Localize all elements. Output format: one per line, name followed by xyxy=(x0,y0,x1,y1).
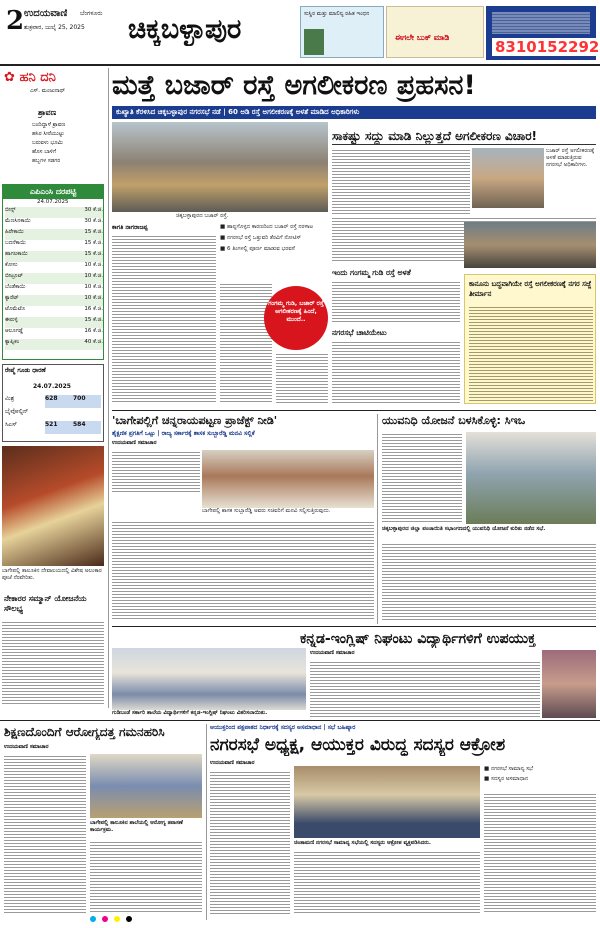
story2-body-a xyxy=(112,450,200,494)
lead-photo-caption: ಚಿಕ್ಕಬಳ್ಳಾಪುರದ ಬಜಾರ್ ರಸ್ತೆ. xyxy=(176,213,229,219)
honey-brand xyxy=(4,70,56,85)
story3-photo-caption: ಚಿಕ್ಕಬಳ್ಳಾಪುರದ ಜಿಲ್ಲಾ ಪಂಚಾಯಿತಿ ಸಭಾಂಗಣದಲ್ಲಿ ಯುವನಿಧಿ ಯೋಜನೆ ಕುರಿತು ನಡೆದ ಸಭೆ. xyxy=(382,526,546,532)
lower-rule xyxy=(0,720,600,721)
rate-item: ಈರುಳ್ಳಿ xyxy=(5,317,18,323)
rate-price: 16 ಕೆ.ಜಿ. xyxy=(84,306,103,312)
story6-bullet: ■ ನಗರಸಭೆ ಸಾಮಾನ್ಯ ಸಭೆ xyxy=(484,766,534,772)
story6-bullet: ■ ಸದಸ್ಯರ ಅಸಮಾಧಾನ xyxy=(484,776,529,782)
rate-price: 10 ಕೆ.ಜಿ. xyxy=(84,262,103,268)
rate-row xyxy=(5,339,103,350)
story6-bullet-text: ನಗರಸಭೆ ಸಾಮಾನ್ಯ ಸಭೆ xyxy=(490,766,534,772)
silk-title: ರೇಷ್ಮೆ ಗೂಡು ಧಾರಣೆ xyxy=(5,367,46,374)
edition: ಬೆಂಗಳೂರು xyxy=(80,10,103,17)
story2-body-b xyxy=(112,520,374,620)
lead-sub1-body xyxy=(332,280,460,324)
silk-low: 628 xyxy=(45,395,73,408)
rate-price: 30 ಕೆ.ಜಿ. xyxy=(84,218,103,224)
ad-phone: 8310152292 xyxy=(492,38,600,56)
rate-row xyxy=(5,218,103,229)
story6-bullets xyxy=(484,766,596,783)
rate-item: ಬೀನ್ಸ್ xyxy=(5,207,16,213)
paper-name: ಉದಯವಾಣಿ xyxy=(24,8,68,19)
story2-byline: ಉದಯವಾಣಿ ಸಮಾಚಾರ xyxy=(112,440,157,446)
story3-photo xyxy=(466,432,596,524)
story6-headline: ನಗರಸಭೆ ಅಧ್ಯಕ್ಷ, ಆಯುಕ್ತರ ವಿರುದ್ಧ ಸದಸ್ಯರ ಆಕ್ರೋಶ xyxy=(210,735,506,755)
apmc-rate-box xyxy=(2,184,104,360)
rate-row xyxy=(5,317,103,328)
rate-row xyxy=(5,229,103,240)
rate-price: 15 ಕೆ.ಜಿ. xyxy=(84,240,103,246)
story6-kicker: ಆಯುಕ್ತರಿಂದ ಪಕ್ಷಪಾತದ ನಿರ್ಧಾರಕ್ಕೆ ಸದಸ್ಯರ ಅಸಮಾಧಾನ | ಸಭೆ ಬಹಿಷ್ಕಾರ xyxy=(210,724,356,731)
story6-bullet-text: ಸದಸ್ಯರ ಅಸಮಾಧಾನ xyxy=(490,776,529,782)
scheme-title: ನೇಕಾರರ ಸಮ್ಮಾನ್ ಯೋಜನೆಯ ಸೌಲಭ್ಯ xyxy=(4,594,87,613)
story2-subhead: ಶೈಕ್ಷಣಿಕ ಪ್ರಗತಿಗೆ ಒಟ್ಟು | ರಾಜ್ಯ ಸರ್ಕಾರಕ್ಕೆ ಶಾಸಕ ಸುಬ್ಬಾರೆಡ್ಡಿ ಮನವಿ ಸಲ್ಲಿಕೆ xyxy=(112,430,255,437)
ad-1-text: ಸುಸ್ಥಿರ ಮತ್ತು ಮಾಲಿನ್ಯ ರಹಿತ ಇಂಧನ xyxy=(304,11,370,17)
story5-body-a xyxy=(4,754,86,914)
story5-body-b xyxy=(90,840,202,914)
rate-item: ಬೀಟ್ರೂಟ್ xyxy=(5,273,24,279)
lead-side-photo-caption: ಬಜಾರ್ ರಸ್ತೆ ಅಗಲೀಕರಣಕ್ಕೆ ಅಳತೆ ಮಾಡುತ್ತಿರುವ ನಗರಸಭೆ ಅಧಿಕಾರಿಗಳು. xyxy=(546,148,595,168)
lead-right-box-body xyxy=(469,305,593,401)
rate-row xyxy=(5,251,103,262)
masthead-ad-1 xyxy=(300,6,384,58)
rate-item: ಹಿರೇಕಾಯಿ xyxy=(5,229,24,235)
silk-high: 584 xyxy=(73,421,101,434)
rate-price: 15 ಕೆ.ಜಿ. xyxy=(84,317,103,323)
story6-photo-caption: ಚಿಂತಾಮಣಿ ನಗರಸಭೆ ಸಾಮಾನ್ಯ ಸಭೆಯಲ್ಲಿ ಸದಸ್ಯರು ಆಕ್ರೋಶ ವ್ಯಕ್ತಪಡಿಸಿದರು. xyxy=(294,840,431,846)
story4-side-photo xyxy=(542,650,596,718)
lead-body-col1 xyxy=(112,234,216,404)
masthead-ad-3 xyxy=(486,6,600,60)
poem-title: ಶ್ರಾವಣ xyxy=(38,108,57,117)
lead-side-body xyxy=(332,148,470,214)
lead-bottom-rule xyxy=(112,410,596,411)
lead-body-col3 xyxy=(276,352,328,404)
rate-item: ಮೆಣಸಿನಕಾಯಿ xyxy=(5,218,31,224)
lead-right-box-title: ಕಾನೂನು ಬದ್ಧವಾಗಿಯೇ ರಸ್ತೆ ಅಗಲೀಕರಣಕ್ಕೆ ನಗರ ಸಜ್ಜೆ ತೀರ್ಮಾನ xyxy=(469,280,592,298)
lead-subhead: ಕುಖ್ಯಾತಿ ಕೆರಳಿಸಿದ ಚಿಕ್ಕಬಳ್ಳಾಪುರ ನಗರಸಭೆ ನಡೆ | 60 ಅಡಿ ರಸ್ತೆ ಅಗಲೀಕರಣಕ್ಕೆ ಅಳತೆ ಮಾಡಿದ ಅಧಿಕಾರಿಗಳು xyxy=(112,106,596,119)
yellow-dot-icon xyxy=(114,916,120,922)
lead-bullet-text: 6 ತಿಂಗಳಲ್ಲಿ ಪೂರ್ಣ ಮಾಡುವ ಭರವಸೆ xyxy=(226,246,295,252)
story5-photo-caption: ಬಾಗೇಪಲ್ಲಿ ತಾಲೂಕಿನ ಶಾಲೆಯಲ್ಲಿ ಆರೋಗ್ಯ ತಪಾಸಣೆ ಕಾರ್ಯಕ್ರಮ. xyxy=(90,820,183,833)
rate-row xyxy=(5,240,103,251)
silk-row xyxy=(5,421,103,434)
rate-item: ಟೊಮೆಟೊ xyxy=(5,306,26,312)
rate-item: ಆಲೂಗಡ್ಡೆ xyxy=(5,328,24,334)
rate-item: ಕ್ಯಾರೆಟ್ xyxy=(5,295,19,301)
masthead-rule xyxy=(0,64,600,66)
story4-body xyxy=(310,660,540,718)
scheme-body xyxy=(2,620,104,704)
story4-photo xyxy=(112,648,306,710)
silk-low xyxy=(45,408,73,421)
rate-item: ಬದನೆಕಾಯಿ xyxy=(5,240,26,246)
rate-price: 30 ಕೆ.ಜಿ. xyxy=(84,207,103,213)
ad-1-image xyxy=(304,29,324,55)
lead-bullet: ■ ನಗರಸಭೆ ರಸ್ತೆ ಒತ್ತುವರಿ ತೆರವಿಗೆ ನೋಟಿಸ್ xyxy=(220,235,302,241)
rate-price: 10 ಕೆ.ಜಿ. xyxy=(84,273,103,279)
lead-right-box xyxy=(464,274,596,404)
silk-row xyxy=(5,395,103,408)
rate-row xyxy=(5,273,103,284)
story6-body-b xyxy=(294,850,480,914)
silk-row xyxy=(5,408,103,421)
story4-headline: ಕನ್ನಡ-ಇಂಗ್ಲಿಷ್ ನಿಘಂಟು ವಿದ್ಯಾರ್ಥಿಗಳಿಗೆ ಉಪಯುಕ್ತ xyxy=(300,631,536,647)
lead-side-heading: ಸಾಕಷ್ಟು ಸದ್ದು ಮಾಡಿ ನಿಲ್ಲುತ್ತದೆ ಅಗಲೀಕರಣ ವಿಚಾರ! xyxy=(332,128,596,145)
rate-item: ಹಾಗಲಕಾಯಿ xyxy=(5,251,28,257)
flower-icon: ✿ xyxy=(4,70,15,85)
rate-item: ಕ್ಯಾಪ್ಸಿಕಂ xyxy=(5,339,20,345)
lead-byline: ಕಾಗತಿ ನಾಗರಾಜಪ್ಪ xyxy=(112,224,148,231)
brand-title: ಹನಿ ದನಿ xyxy=(19,70,56,85)
story4-byline: ಉದಯವಾಣಿ ಸಮಾಚಾರ xyxy=(310,650,355,656)
silk-rate-box xyxy=(2,364,104,442)
lead-body-col2 xyxy=(220,282,272,404)
rate-row xyxy=(5,284,103,295)
lead-bullet-text: ನಗರಸಭೆ ರಸ್ತೆ ಒತ್ತುವರಿ ತೆರವಿಗೆ ನೋಟಿಸ್ xyxy=(226,235,302,241)
story-divider xyxy=(377,414,378,624)
magenta-dot-icon xyxy=(102,916,108,922)
story3-body-a xyxy=(382,432,462,522)
silk-type: ಸಿಎಸ್ xyxy=(5,421,18,428)
poem-line: ಹೊಸ ಬಾಳಿಗೆ xyxy=(32,149,57,155)
story6-photo xyxy=(294,766,480,838)
rate-row xyxy=(5,262,103,273)
silk-type: ಬೈವೋಲ್ಟಿನ್ xyxy=(5,408,29,415)
masthead-ad-2 xyxy=(386,6,484,58)
silk-high xyxy=(73,408,101,421)
story5-photo xyxy=(90,754,202,818)
lead-side-photo xyxy=(472,148,544,208)
lead-sub2: ನಗರಸಭೆ ಚಾಟಿಯೇಟು xyxy=(332,328,387,337)
registration-marks xyxy=(90,916,510,924)
story5-byline: ಉದಯವಾಣಿ ಸಮಾಚಾರ xyxy=(4,744,49,750)
story4-photo-caption: ಗುಡಿಬಂಡೆ ಸರ್ಕಾರಿ ಶಾಲೆಯ ವಿದ್ಯಾರ್ಥಿಗಳಿಗೆ ಕನ್ನಡ-ಇಂಗ್ಲಿಷ್ ನಿಘಂಟು ವಿತರಿಸಲಾಯಿತು. xyxy=(112,710,268,716)
story6-body-c xyxy=(484,792,596,914)
rate-item: ಕೋಸು xyxy=(5,262,18,268)
rate-row xyxy=(5,207,103,218)
lead-sub1: ಇಂದು ಗಂಗಮ್ಮ ಗುಡಿ ರಸ್ತೆ ಅಳತೆ xyxy=(332,268,411,277)
black-dot-icon xyxy=(126,916,132,922)
story6-body-a xyxy=(210,770,290,914)
temple-caption: ಬಾಗೇಪಲ್ಲಿ ತಾಲೂಕಿನ ದೇವಾಲಯದಲ್ಲಿ ವಿಶೇಷ ಅಲಂಕಾರ ಪೂಜೆ ನೆರವೇರಿತು. xyxy=(2,568,102,581)
section-title: ಚಿಕ್ಕಬಳ್ಳಾಪುರ xyxy=(128,14,242,45)
rate-price: 10 ಕೆ.ಜಿ. xyxy=(84,284,103,290)
silk-table xyxy=(5,395,103,434)
lead-bullets xyxy=(220,224,328,280)
story5-headline: ಶಿಕ್ಷಣದೊಂದಿಗೆ ಆರೋಗ್ಯದತ್ತ ಗಮನಹರಿಸಿ xyxy=(4,725,165,739)
story2-photo xyxy=(202,450,374,508)
story-divider xyxy=(206,724,207,920)
apmc-title: ಎಪಿಎಂಸಿ ದರಪಟ್ಟಿ xyxy=(3,185,103,199)
rate-row xyxy=(5,306,103,317)
lead-headline: ಮತ್ತೆ ಬಜಾರ್ ರಸ್ತೆ ಅಗಲೀಕರಣ ಪ್ರಹಸನ! xyxy=(112,70,476,101)
brand-author: ಎಸ್. ಮಂಜುನಾಥ್ xyxy=(30,88,66,94)
lead-sub2-body xyxy=(332,340,460,404)
lead-bullet: ■ ಹಾನ್ನಗೊಳ್ಳದ ಕಾರಣದಿಂದ ಬಜಾರ್ ರಸ್ತೆ ನರಳಾಟ xyxy=(220,224,313,230)
left-column-divider xyxy=(108,68,109,708)
issue-date: ಶುಕ್ರವಾರ, ಜುಲೈ 25, 2025 xyxy=(24,24,85,31)
silk-high: 700 xyxy=(73,395,101,408)
rate-price: 15 ಕೆ.ಜಿ. xyxy=(84,229,103,235)
story6-byline: ಉದಯವಾಣಿ ಸಮಾಚಾರ xyxy=(210,760,255,766)
story2-headline: 'ಬಾಗೇಪಲ್ಲಿಗೆ ಚನ್ನರಾಯಪಟ್ಟಣ ಪ್ರಾಜೆಕ್ಟ್ ನೀಡಿ' xyxy=(112,414,278,427)
silk-type: ಮಿಶ್ರ xyxy=(5,395,15,402)
cyan-dot-icon xyxy=(90,916,96,922)
apmc-date: 24.07.2025 xyxy=(37,199,69,205)
temple-photo xyxy=(2,446,104,566)
rate-item: ಬೆಂಡೆಕಾಯಿ xyxy=(5,284,26,290)
rate-price: 16 ಕೆ.ಜಿ. xyxy=(84,328,103,334)
lead-bullet-text: ಹಾನ್ನಗೊಳ್ಳದ ಕಾರಣದಿಂದ ಬಜಾರ್ ರಸ್ತೆ ನರಳಾಟ xyxy=(226,224,313,230)
silk-low: 521 xyxy=(45,421,73,434)
lead-badge: ಗಂಗಮ್ಮ ಗುಡಿ, ಬಜಾರ್ ರಸ್ತೆ ಅಗಲೀಕರಣಕ್ಕೆ ಹಿಂದೆ, ಮುಂದೆ.. xyxy=(264,286,328,350)
story3-body-b xyxy=(382,542,596,622)
poem-line: ಹಸಿರ ಸೀರೆಯುಟ್ಟು xyxy=(32,131,65,137)
rate-price: 40 ಕೆ.ಜಿ. xyxy=(84,339,103,345)
rate-row xyxy=(5,295,103,306)
poem-line: ಹಬ್ಬಗಳ ಸಡಗರ xyxy=(32,158,61,164)
rate-price: 10 ಕೆ.ಜಿ. xyxy=(84,295,103,301)
story3-headline: ಯುವನಿಧಿ ಯೋಜನೆ ಬಳಸಿಕೊಳ್ಳಿ: ಸಿಇಒ xyxy=(382,414,526,427)
story2-photo-caption: ಬಾಗೇಪಲ್ಲಿ ಶಾಸಕ ಸುಬ್ಬಾರೆಡ್ಡಿ ಅವರು ಸಚಿವರಿಗೆ ಮನವಿ ಸಲ್ಲಿಸುತ್ತಿರುವುದು. xyxy=(202,508,331,514)
lead-bullet: ■ 6 ತಿಂಗಳಲ್ಲಿ ಪೂರ್ಣ ಮಾಡುವ ಭರವಸೆ xyxy=(220,246,295,252)
lead-right-photo xyxy=(464,222,596,268)
page-number: 2 xyxy=(6,6,25,36)
rates-table xyxy=(5,207,103,350)
poem-line: ಬಂದಿದ್ದಾಳೆ ಶ್ರಾವಣ xyxy=(32,122,66,128)
rate-row xyxy=(5,328,103,339)
silk-date: 24.07.2025 xyxy=(33,383,71,390)
masthead xyxy=(0,0,600,66)
ad-2-text: ಈಗಲೇ ಬುಕ್ ಮಾಡಿ xyxy=(395,33,450,42)
poem-line: ಬರುವಳು ಭೂಮಿ xyxy=(32,140,63,146)
mid-rule xyxy=(112,626,596,627)
rate-price: 15 ಕೆ.ಜಿ. xyxy=(84,251,103,257)
lead-photo xyxy=(112,122,328,212)
